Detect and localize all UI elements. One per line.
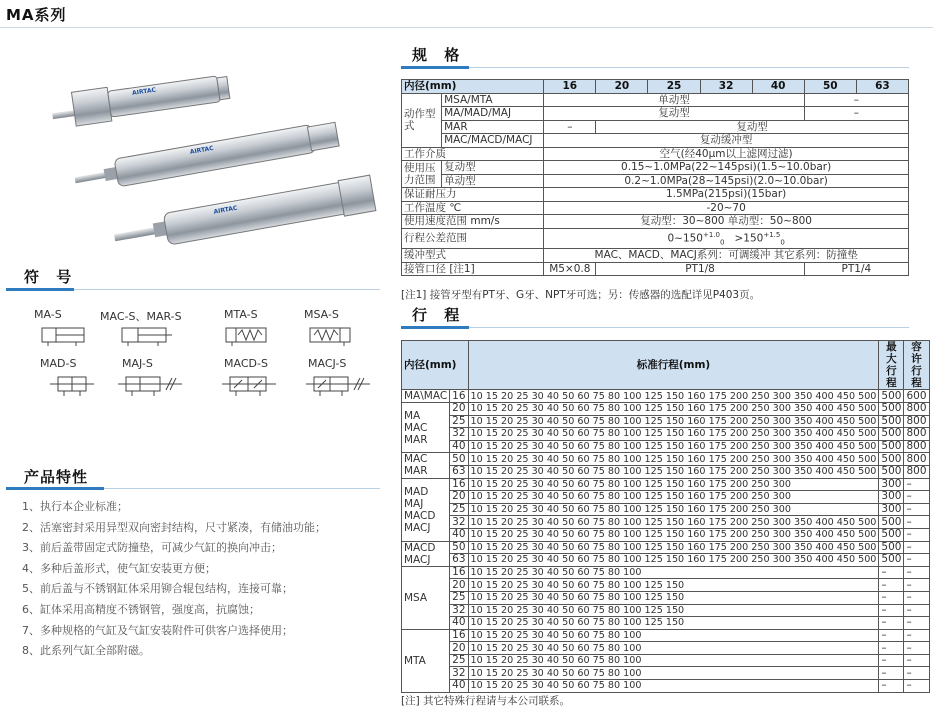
spec-row: 行程公差范围 $0\sim 150^{+1.0}_0$ $>150^{+1.5}_0$ xyxy=(402,228,909,249)
allow-stroke-cell: – xyxy=(904,654,929,667)
stroke-section-title: 行 程 xyxy=(412,306,466,324)
table-row xyxy=(402,541,930,554)
spec-row: 保证耐压力 1.5MPa(215psi)(15bar) xyxy=(402,188,909,202)
stroke-list-cell: 10 15 20 25 30 40 50 60 75 80 100 xyxy=(468,654,879,667)
feature-list xyxy=(22,497,326,662)
bore-cell: 63 xyxy=(450,554,468,567)
spec-row: 使用压力范围 复动型 0.15~1.0MPa(22~145psi)(1.5~10.0bar) xyxy=(402,161,909,175)
bore-cell: 40 xyxy=(450,680,468,693)
allow-stroke-cell: – xyxy=(904,516,929,529)
double-rod-cushion-symbol xyxy=(222,372,276,396)
spec-row: 缓冲型式 MAC、MACD、MACJ系列：可调缓冲 其它系列：防撞垫 xyxy=(402,249,909,263)
allow-stroke-cell: – xyxy=(904,491,929,504)
cylinder-1 xyxy=(50,71,231,129)
top-divider xyxy=(0,27,933,28)
symbol-label: MAD-S xyxy=(40,357,77,370)
spec-row: MA/MAD/MAJ 复动型 – xyxy=(402,107,909,121)
bore-group-label: MAC MAR xyxy=(402,453,450,478)
max-stroke-cell: 500 xyxy=(879,541,904,554)
bore-cell: 20 xyxy=(450,642,468,655)
feature-item: 8、此系列气缸全部附磁。 xyxy=(22,644,150,658)
stroke-list-cell: 10 15 20 25 30 40 50 60 75 80 100 125 150 xyxy=(468,617,879,630)
stroke-title-bar xyxy=(401,326,469,329)
spec-table xyxy=(401,79,909,276)
single-acting-retract-symbol xyxy=(222,324,270,346)
stroke-list-cell: 10 15 20 25 30 40 50 60 75 80 100 125 150 xyxy=(468,591,879,604)
feature-item: 6、缸体采用高精度不锈钢管，强度高，抗腐蚀； xyxy=(22,602,260,616)
stroke-list-cell: 10 15 20 25 30 40 50 60 75 80 100 125 150 160 175 200 250 300 350 400 450 500 xyxy=(468,428,879,441)
feature-section-title: 产品特性 xyxy=(24,468,89,486)
allow-stroke-cell: – xyxy=(904,566,929,579)
stroke-list-cell: 10 15 20 25 30 40 50 60 75 80 100 125 150 160 175 200 250 300 xyxy=(468,491,879,504)
max-stroke-cell: – xyxy=(879,566,904,579)
table-row xyxy=(402,491,930,504)
bore-cell: 25 xyxy=(450,654,468,667)
cushion-symbol xyxy=(118,324,174,346)
max-stroke-cell: 500 xyxy=(879,528,904,541)
symbol-label: MACJ-S xyxy=(308,357,347,370)
max-stroke-cell: – xyxy=(879,617,904,630)
stroke-list-cell: 10 15 20 25 30 40 50 60 75 80 100 xyxy=(468,642,879,655)
spec-row: 接管口径 [注1] M5×0.8 PT1/8 PT1/4 xyxy=(402,262,909,276)
max-stroke-cell: 300 xyxy=(879,478,904,491)
table-row xyxy=(402,453,930,466)
table-row xyxy=(402,617,930,630)
max-stroke-cell: 500 xyxy=(879,516,904,529)
stroke-list-cell: 10 15 20 25 30 40 50 60 75 80 100 125 150 xyxy=(468,604,879,617)
spec-row: 工作介质 空气(经40μm以上滤网过滤) xyxy=(402,147,909,161)
table-row xyxy=(402,478,930,491)
stroke-list-cell: 10 15 20 25 30 40 50 60 75 80 100 xyxy=(468,667,879,680)
max-stroke-cell: – xyxy=(879,604,904,617)
max-stroke-cell: 300 xyxy=(879,503,904,516)
feature-item: 7、多种规格的气缸及气缸安装附件可供客户选择使用； xyxy=(22,623,293,637)
stroke-list-cell: 10 15 20 25 30 40 50 60 75 80 100 125 150 160 175 200 250 300 350 400 450 500 xyxy=(468,390,879,403)
table-row xyxy=(402,503,930,516)
spec-row: MAC/MACD/MACJ 复动缓冲型 xyxy=(402,134,909,148)
stroke-note: [注] 其它特殊行程请与本公司联系。 xyxy=(401,695,571,707)
symbol-label: MSA-S xyxy=(304,308,339,321)
table-row xyxy=(402,654,930,667)
feature-item: 5、前后盖与不锈钢缸体采用铆合辊包结构，连接可靠； xyxy=(22,582,293,596)
allow-stroke-cell: – xyxy=(904,591,929,604)
stroke-body xyxy=(402,390,930,693)
feature-item: 2、活塞密封采用异型双向密封结构，尺寸紧凑，有储油功能； xyxy=(22,520,326,534)
bore-cell: 50 xyxy=(450,541,468,554)
bore-group-label: MAD MAJ MACD MACJ xyxy=(402,478,450,541)
bore-group-label: MSA xyxy=(402,566,450,629)
bore-group-label: MTA xyxy=(402,629,450,692)
max-stroke-cell: – xyxy=(879,579,904,592)
bore-cell: 16 xyxy=(450,566,468,579)
spec-row: 动作型式 MSA/MTA 单动型 – xyxy=(402,93,909,107)
bore-cell: 20 xyxy=(450,491,468,504)
stroke-list-cell: 10 15 20 25 30 40 50 60 75 80 100 125 150 160 175 200 250 300 350 400 450 500 xyxy=(468,541,879,554)
stroke-list-cell: 10 15 20 25 30 40 50 60 75 80 100 125 150 160 175 200 250 300 350 400 450 500 xyxy=(468,453,879,466)
bore-cell: 16 xyxy=(450,390,468,403)
allow-stroke-cell: – xyxy=(904,667,929,680)
table-row xyxy=(402,604,930,617)
symbol-label: MA-S xyxy=(34,308,62,321)
max-stroke-cell: 500 xyxy=(879,440,904,453)
table-row xyxy=(402,528,930,541)
allow-stroke-cell: – xyxy=(904,541,929,554)
stroke-list-cell: 10 15 20 25 30 40 50 60 75 80 100 125 150 160 175 200 250 300 350 400 450 500 xyxy=(468,415,879,428)
bore-cell: 16 xyxy=(450,629,468,642)
allow-stroke-cell: – xyxy=(904,528,929,541)
svg-text:AIRTAC: AIRTAC xyxy=(131,86,157,97)
allow-stroke-cell: 800 xyxy=(904,465,929,478)
bore-cell: 16 xyxy=(450,478,468,491)
allow-stroke-cell: 800 xyxy=(904,453,929,466)
stroke-list-cell: 10 15 20 25 30 40 50 60 75 80 100 125 150 160 175 200 250 300 350 400 450 500 xyxy=(468,403,879,416)
max-stroke-cell: – xyxy=(879,654,904,667)
stroke-list-cell: 10 15 20 25 30 40 50 60 75 80 100 125 150 160 175 200 250 300 350 400 450 500 xyxy=(468,516,879,529)
allow-stroke-cell: – xyxy=(904,478,929,491)
symbol-label: MTA-S xyxy=(224,308,258,321)
allow-stroke-cell: 800 xyxy=(904,428,929,441)
cylinder-3 xyxy=(112,175,376,245)
max-stroke-cell: – xyxy=(879,591,904,604)
double-acting-symbol xyxy=(38,324,88,346)
spec-header-row: 内径(mm) 16 20 25 32 40 50 63 xyxy=(402,80,909,94)
svg-text:AIRTAC: AIRTAC xyxy=(189,144,215,156)
tolerance-value: $0\sim 150^{+1.0}_0$ $>150^{+1.5}_0$ xyxy=(544,228,909,249)
bore-cell: 40 xyxy=(450,617,468,630)
max-stroke-cell: 500 xyxy=(879,453,904,466)
double-rod-symbol xyxy=(50,372,94,396)
feature-title-bar xyxy=(6,487,104,490)
table-row xyxy=(402,390,930,403)
allow-stroke-cell: – xyxy=(904,680,929,693)
bore-group-label: MA MAC MAR xyxy=(402,403,450,453)
stroke-list-cell: 10 15 20 25 30 40 50 60 75 80 100 125 150 160 175 200 250 300 350 400 450 500 xyxy=(468,528,879,541)
adjustable-cushion-symbol xyxy=(306,372,370,396)
bore-cell: 32 xyxy=(450,604,468,617)
max-stroke-cell: – xyxy=(879,667,904,680)
max-stroke-cell: – xyxy=(879,680,904,693)
bore-group-label: MACD MACJ xyxy=(402,541,450,566)
table-row xyxy=(402,591,930,604)
spec-row: MAR – 复动型 xyxy=(402,120,909,134)
bore-group-label: MA\MAC xyxy=(402,390,450,403)
max-stroke-cell: 300 xyxy=(879,491,904,504)
table-row xyxy=(402,579,930,592)
bore-cell: 40 xyxy=(450,528,468,541)
table-row xyxy=(402,629,930,642)
symbol-grid xyxy=(0,302,380,402)
allow-stroke-cell: – xyxy=(904,642,929,655)
stroke-table xyxy=(401,340,930,693)
table-row xyxy=(402,440,930,453)
allow-stroke-cell: – xyxy=(904,604,929,617)
spec-row: 工作温度 ℃ -20~70 xyxy=(402,201,909,215)
table-row xyxy=(402,554,930,567)
page-title: MA系列 xyxy=(6,6,67,24)
stroke-list-cell: 10 15 20 25 30 40 50 60 75 80 100 125 150 160 175 200 250 300 350 400 450 500 xyxy=(468,465,879,478)
stroke-list-cell: 10 15 20 25 30 40 50 60 75 80 100 125 150 160 175 200 250 300 xyxy=(468,478,879,491)
bore-cell: 32 xyxy=(450,516,468,529)
spec-title-bar xyxy=(401,66,469,69)
feature-item: 3、前后盖带固定式防撞垫，可减少气缸的换向冲击； xyxy=(22,541,282,555)
symbol-section-title: 符 号 xyxy=(24,268,78,286)
spec-row: 单动型 0.2~1.0MPa(28~145psi)(2.0~10.0bar) xyxy=(402,174,909,188)
table-row xyxy=(402,680,930,693)
table-row xyxy=(402,642,930,655)
bore-cell: 20 xyxy=(450,403,468,416)
allow-stroke-cell: 800 xyxy=(904,440,929,453)
bore-cell: 32 xyxy=(450,428,468,441)
stroke-list-cell: 10 15 20 25 30 40 50 60 75 80 100 125 150 xyxy=(468,579,879,592)
spec-row: 使用速度范围 mm/s 复动型：30~800 单动型：50~800 xyxy=(402,215,909,229)
spec-note: [注1] 接管牙型有PT牙、G牙、NPT牙可选；另：传感器的选配详见P403页。 xyxy=(401,289,761,301)
stroke-list-cell: 10 15 20 25 30 40 50 60 75 80 100 xyxy=(468,680,879,693)
adjustable-stroke-symbol xyxy=(118,372,182,396)
bore-cell: 40 xyxy=(450,440,468,453)
max-stroke-cell: 500 xyxy=(879,428,904,441)
bore-cell: 50 xyxy=(450,453,468,466)
max-stroke-cell: 500 xyxy=(879,403,904,416)
bore-cell: 25 xyxy=(450,415,468,428)
product-photo xyxy=(40,60,380,245)
table-row xyxy=(402,667,930,680)
max-stroke-cell: 500 xyxy=(879,415,904,428)
stroke-list-cell: 10 15 20 25 30 40 50 60 75 80 100 125 150 160 175 200 250 300 350 400 450 500 xyxy=(468,554,879,567)
symbol-label: MAC-S、MAR-S xyxy=(100,310,182,323)
bore-cell: 25 xyxy=(450,503,468,516)
allow-stroke-cell: – xyxy=(904,629,929,642)
table-row xyxy=(402,465,930,478)
feature-item: 4、多种后盖形式，使气缸安装更方便； xyxy=(22,561,216,575)
table-row xyxy=(402,516,930,529)
feature-item: 1、执行本企业标准； xyxy=(22,500,128,513)
symbol-label: MAJ-S xyxy=(122,357,153,370)
allow-stroke-cell: 600 xyxy=(904,390,929,403)
table-row xyxy=(402,428,930,441)
allow-stroke-cell: – xyxy=(904,554,929,567)
stroke-list-cell: 10 15 20 25 30 40 50 60 75 80 100 125 150 160 175 200 250 300 xyxy=(468,503,879,516)
bore-cell: 63 xyxy=(450,465,468,478)
max-stroke-cell: – xyxy=(879,629,904,642)
table-row xyxy=(402,403,930,416)
stroke-list-cell: 10 15 20 25 30 40 50 60 75 80 100 xyxy=(468,566,879,579)
bore-cell: 20 xyxy=(450,579,468,592)
stroke-list-cell: 10 15 20 25 30 40 50 60 75 80 100 125 150 160 175 200 250 300 350 400 450 500 xyxy=(468,440,879,453)
allow-stroke-cell: 800 xyxy=(904,415,929,428)
spec-section-title: 规 格 xyxy=(412,46,466,64)
max-stroke-cell: – xyxy=(879,642,904,655)
table-row xyxy=(402,415,930,428)
bore-cell: 32 xyxy=(450,667,468,680)
max-stroke-cell: 500 xyxy=(879,554,904,567)
single-acting-extend-symbol xyxy=(306,324,354,346)
table-row xyxy=(402,566,930,579)
max-stroke-cell: 500 xyxy=(879,390,904,403)
allow-stroke-cell: – xyxy=(904,579,929,592)
symbol-label: MACD-S xyxy=(224,357,268,370)
svg-text:AIRTAC: AIRTAC xyxy=(213,204,238,216)
cylinder-2 xyxy=(73,120,340,194)
max-stroke-cell: 500 xyxy=(879,465,904,478)
allow-stroke-cell: 800 xyxy=(904,403,929,416)
allow-stroke-cell: – xyxy=(904,617,929,630)
symbol-title-bar xyxy=(6,288,74,291)
stroke-header-row: 内径(mm) 标准行程(mm) 最大行程 容许行程 xyxy=(402,341,930,390)
bore-cell: 25 xyxy=(450,591,468,604)
allow-stroke-cell: – xyxy=(904,503,929,516)
stroke-list-cell: 10 15 20 25 30 40 50 60 75 80 100 xyxy=(468,629,879,642)
